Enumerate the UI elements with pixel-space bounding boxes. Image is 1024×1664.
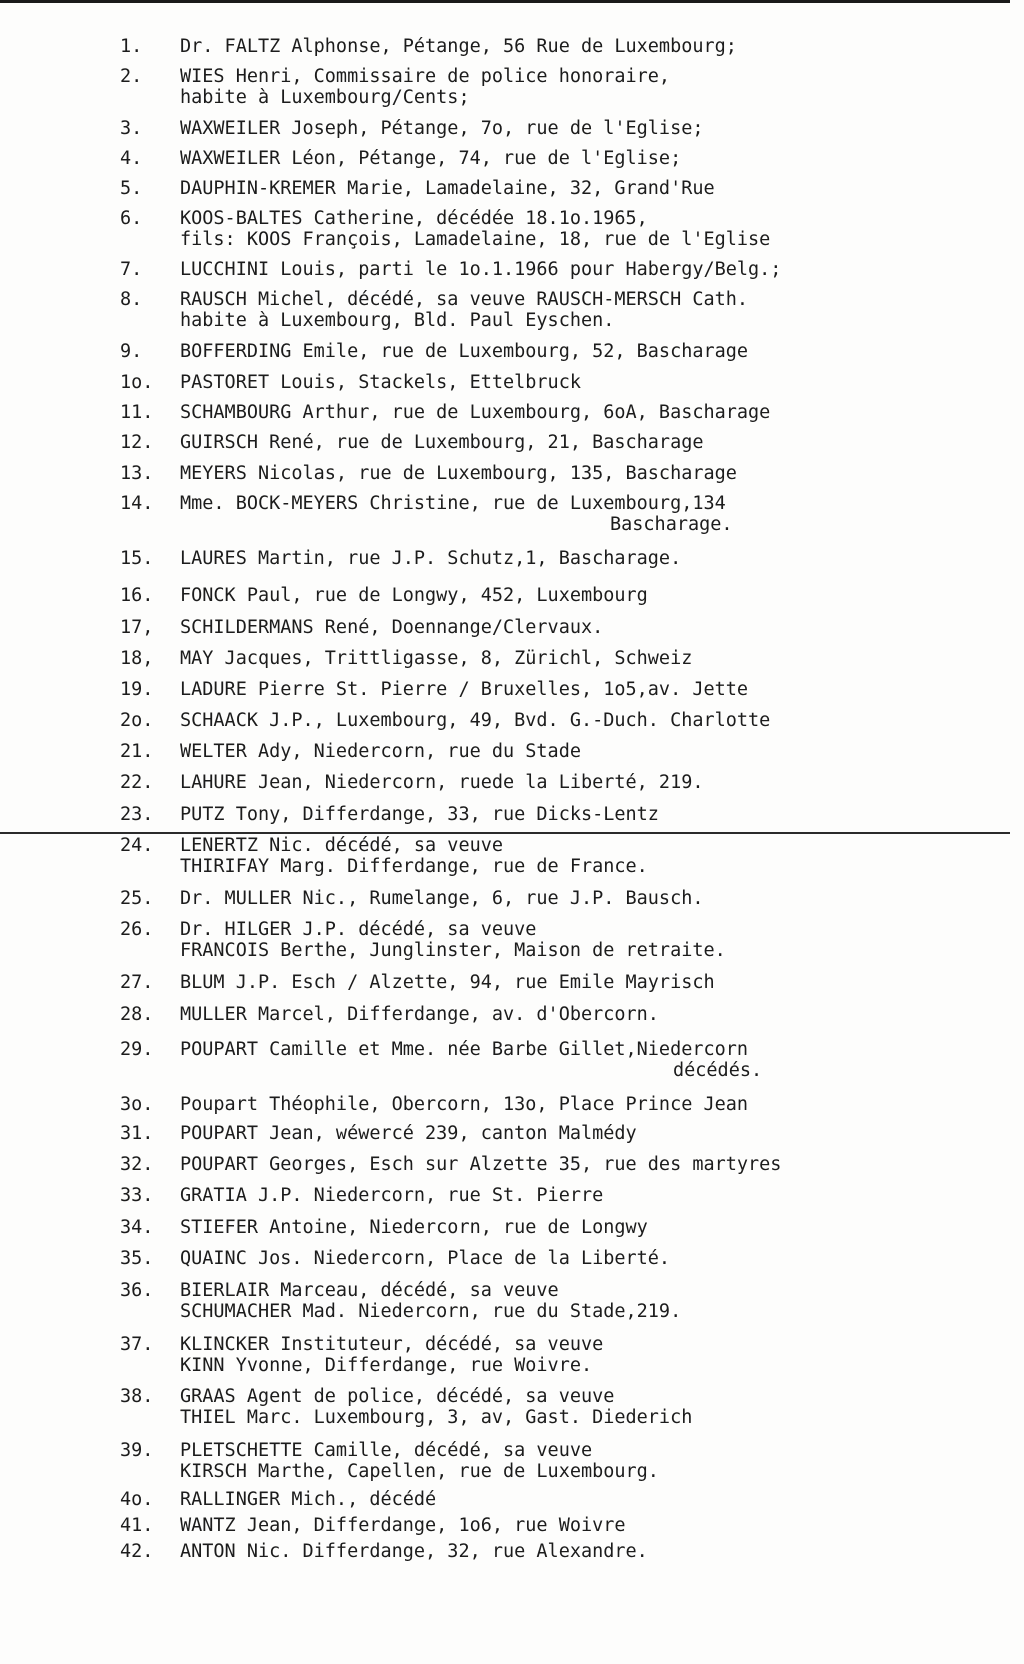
list-item xyxy=(120,617,1000,638)
entry-number: 23. xyxy=(120,804,154,825)
list-item xyxy=(120,1543,1000,1560)
entry-text xyxy=(180,1517,1000,1534)
entry-line: PUTZ Tony, Differdange, 33, rue Dicks-Lentz xyxy=(180,804,659,825)
entry-text xyxy=(180,1039,1000,1081)
entry-number: 5. xyxy=(120,178,143,199)
list-item xyxy=(120,772,1000,793)
entry-continuation-line: SCHUMACHER Mad. Niedercorn, rue du Stade,219. xyxy=(180,1301,682,1322)
entry-text xyxy=(180,1491,1000,1508)
entry-line: WAXWEILER Léon, Pétange, 74, rue de l'Eglise; xyxy=(180,148,682,169)
entry-line: BIERLAIR Marceau, décédé, sa veuve xyxy=(180,1280,559,1301)
entry-text xyxy=(180,648,1000,669)
entry-line: POUPART Camille et Mme. née Barbe Gillet,Niedercorn xyxy=(180,1039,749,1060)
entry-number: 22. xyxy=(120,772,154,793)
entry-continuation-line: habite à Luxembourg/Cents; xyxy=(180,87,470,108)
entry-line: LAHURE Jean, Niedercorn, ruede la Liberté, 219. xyxy=(180,772,704,793)
list-item xyxy=(120,493,1000,535)
entry-text xyxy=(180,36,1000,57)
list-item xyxy=(120,1386,1000,1428)
entry-number: 1o. xyxy=(120,372,154,393)
entry-line: BOFFERDING Emile, rue de Luxembourg, 52, Bascharage xyxy=(180,341,749,362)
entry-line: GRAAS Agent de police, décédé, sa veuve xyxy=(180,1386,615,1407)
list-item xyxy=(120,648,1000,669)
list-item xyxy=(120,1491,1000,1508)
entry-text xyxy=(180,341,1000,362)
entry-line: STIEFER Antoine, Niedercorn, rue de Longwy xyxy=(180,1217,648,1238)
list-item xyxy=(120,402,1000,423)
entry-number: 3o. xyxy=(120,1094,154,1115)
entry-line: GUIRSCH René, rue de Luxembourg, 21, Bascharage xyxy=(180,432,704,453)
entry-text xyxy=(180,972,1000,993)
list-item xyxy=(120,1185,1000,1206)
entry-continuation-line: THIRIFAY Marg. Differdange, rue de France. xyxy=(180,856,648,877)
entry-text xyxy=(180,888,1000,909)
entry-continuation-line: fils: KOOS François, Lamadelaine, 18, rue de l'Eglise xyxy=(180,229,771,250)
entry-number: 16. xyxy=(120,585,154,606)
entry-text xyxy=(180,1440,1000,1482)
entry-continuation-line: Bascharage. xyxy=(610,514,733,535)
entry-number: 29. xyxy=(120,1039,154,1060)
entry-number: 2. xyxy=(120,66,143,87)
list-item xyxy=(120,585,1000,606)
entry-text xyxy=(180,259,1000,280)
list-item xyxy=(120,289,1000,331)
entry-text xyxy=(180,1248,1000,1269)
entry-text xyxy=(180,804,1000,825)
entry-line: Mme. BOCK-MEYERS Christine, rue de Luxembourg,134 xyxy=(180,493,726,514)
entry-text xyxy=(180,617,1000,638)
entry-number: 6. xyxy=(120,208,143,229)
entry-line: POUPART Georges, Esch sur Alzette 35, rue des martyres xyxy=(180,1154,782,1175)
entry-line: WELTER Ady, Niedercorn, rue du Stade xyxy=(180,741,581,762)
list-item xyxy=(120,710,1000,731)
entry-text xyxy=(180,372,1000,393)
entry-number: 12. xyxy=(120,432,154,453)
entry-line: LAURES Martin, rue J.P. Schutz,1, Bascharage. xyxy=(180,548,682,569)
entry-line: RAUSCH Michel, décédé, sa veuve RAUSCH-MERSCH Cath. xyxy=(180,289,749,310)
entry-number: 36. xyxy=(120,1280,154,1301)
entry-text xyxy=(180,1154,1000,1175)
entry-text xyxy=(180,1334,1000,1376)
entry-line: Poupart Théophile, Obercorn, 13o, Place Prince Jean xyxy=(180,1094,749,1115)
list-item xyxy=(120,208,1000,250)
entry-text xyxy=(180,835,1000,877)
name-address-list xyxy=(120,36,1000,1560)
entry-line: KLINCKER Instituteur, décédé, sa veuve xyxy=(180,1334,604,1355)
entry-line: MULLER Marcel, Differdange, av. d'Obercorn. xyxy=(180,1004,659,1025)
entry-number: 31. xyxy=(120,1123,154,1144)
entry-line: WIES Henri, Commissaire de police honoraire, xyxy=(180,66,671,87)
list-item xyxy=(120,679,1000,700)
entry-text xyxy=(180,432,1000,453)
entry-text xyxy=(180,919,1000,961)
entry-text xyxy=(180,585,1000,606)
entry-text xyxy=(180,1185,1000,1206)
entry-text xyxy=(180,772,1000,793)
entry-number: 38. xyxy=(120,1386,154,1407)
entry-number: 15. xyxy=(120,548,154,569)
list-item xyxy=(120,1280,1000,1322)
top-edge-rule xyxy=(0,0,1010,3)
entry-line: QUAINC Jos. Niedercorn, Place de la Liberté. xyxy=(180,1248,671,1269)
entry-number: 1. xyxy=(120,36,143,57)
entry-text xyxy=(180,1280,1000,1322)
list-item xyxy=(120,1154,1000,1175)
entry-number: 32. xyxy=(120,1154,154,1175)
entry-text xyxy=(180,1123,1000,1144)
list-item xyxy=(120,463,1000,484)
entry-number: 19. xyxy=(120,679,154,700)
entry-number: 34. xyxy=(120,1217,154,1238)
entry-text xyxy=(180,1004,1000,1025)
entry-text xyxy=(180,289,1000,331)
entry-line: Dr. FALTZ Alphonse, Pétange, 56 Rue de Luxembourg; xyxy=(180,36,737,57)
entry-text xyxy=(180,402,1000,423)
list-item xyxy=(120,1004,1000,1025)
list-item xyxy=(120,972,1000,993)
list-item xyxy=(120,835,1000,877)
entry-line: POUPART Jean, wéwercé 239, canton Malmédy xyxy=(180,1123,637,1144)
entry-text xyxy=(180,118,1000,139)
list-item xyxy=(120,1517,1000,1534)
entry-line: FONCK Paul, rue de Longwy, 452, Luxembourg xyxy=(180,585,648,606)
entry-number: 42. xyxy=(120,1541,154,1562)
entry-continuation-line: KINN Yvonne, Differdange, rue Woivre. xyxy=(180,1355,593,1376)
entry-number: 27. xyxy=(120,972,154,993)
list-item xyxy=(120,1123,1000,1144)
list-item xyxy=(120,1217,1000,1238)
entry-number: 13. xyxy=(120,463,154,484)
entry-line: LADURE Pierre St. Pierre / Bruxelles, 1o5,av. Jette xyxy=(180,679,749,700)
entry-number: 35. xyxy=(120,1248,154,1269)
list-item xyxy=(120,372,1000,393)
entry-line: PASTORET Louis, Stackels, Ettelbruck xyxy=(180,372,581,393)
entry-line: GRATIA J.P. Niedercorn, rue St. Pierre xyxy=(180,1185,604,1206)
list-item xyxy=(120,741,1000,762)
entry-continuation-line: décédés. xyxy=(673,1060,763,1081)
entry-line: ANTON Nic. Differdange, 32, rue Alexandre. xyxy=(180,1541,648,1562)
entry-number: 8. xyxy=(120,289,143,310)
entry-number: 4. xyxy=(120,148,143,169)
list-item xyxy=(120,804,1000,825)
entry-continuation-line: FRANCOIS Berthe, Junglinster, Maison de retraite. xyxy=(180,940,726,961)
entry-text xyxy=(180,679,1000,700)
entry-line: Dr. HILGER J.P. décédé, sa veuve xyxy=(180,919,537,940)
entry-number: 37. xyxy=(120,1334,154,1355)
list-item xyxy=(120,1440,1000,1482)
list-item xyxy=(120,118,1000,139)
entry-line: MEYERS Nicolas, rue de Luxembourg, 135, Bascharage xyxy=(180,463,737,484)
entry-number: 2o. xyxy=(120,710,154,731)
entry-text xyxy=(180,1543,1000,1560)
entry-continuation-line: THIEL Marc. Luxembourg, 3, av, Gast. Diederich xyxy=(180,1407,693,1428)
entry-text xyxy=(180,148,1000,169)
entry-text xyxy=(180,178,1000,199)
list-item xyxy=(120,1039,1000,1081)
list-item xyxy=(120,919,1000,961)
entry-line: SCHILDERMANS René, Doennange/Clervaux. xyxy=(180,617,604,638)
list-item xyxy=(120,66,1000,108)
list-item xyxy=(120,1094,1000,1115)
entry-number: 21. xyxy=(120,741,154,762)
entry-number: 7. xyxy=(120,259,143,280)
entry-text xyxy=(180,1094,1000,1115)
entry-number: 28. xyxy=(120,1004,154,1025)
entry-text xyxy=(180,463,1000,484)
list-item xyxy=(120,888,1000,909)
entry-number: 4o. xyxy=(120,1489,154,1510)
entry-text xyxy=(180,66,1000,108)
entry-continuation-line: KIRSCH Marthe, Capellen, rue de Luxembourg. xyxy=(180,1461,659,1482)
list-item xyxy=(120,178,1000,199)
list-item xyxy=(120,1248,1000,1269)
entry-number: 11. xyxy=(120,402,154,423)
list-item xyxy=(120,36,1000,57)
entry-number: 17, xyxy=(120,617,154,638)
entry-continuation-line: habite à Luxembourg, Bld. Paul Eyschen. xyxy=(180,310,615,331)
list-item xyxy=(120,548,1000,569)
list-item xyxy=(120,1334,1000,1376)
entry-text xyxy=(180,1386,1000,1428)
entry-number: 33. xyxy=(120,1185,154,1206)
entry-text xyxy=(180,710,1000,731)
entry-line: SCHAMBOURG Arthur, rue de Luxembourg, 6oA, Bascharage xyxy=(180,402,771,423)
entry-number: 41. xyxy=(120,1515,154,1536)
entry-number: 14. xyxy=(120,493,154,514)
entry-number: 39. xyxy=(120,1440,154,1461)
entry-line: SCHAACK J.P., Luxembourg, 49, Bvd. G.-Duch. Charlotte xyxy=(180,710,771,731)
list-item xyxy=(120,148,1000,169)
entry-number: 24. xyxy=(120,835,154,856)
entry-number: 9. xyxy=(120,341,143,362)
entry-line: LUCCHINI Louis, parti le 1o.1.1966 pour Habergy/Belg.; xyxy=(180,259,782,280)
entry-line: KOOS-BALTES Catherine, décédée 18.1o.1965, xyxy=(180,208,648,229)
entry-text xyxy=(180,741,1000,762)
list-item xyxy=(120,341,1000,362)
entry-text xyxy=(180,208,1000,250)
entry-line: DAUPHIN-KREMER Marie, Lamadelaine, 32, Grand'Rue xyxy=(180,178,715,199)
entry-line: WANTZ Jean, Differdange, 1o6, rue Woivre xyxy=(180,1515,626,1536)
entry-number: 26. xyxy=(120,919,154,940)
entry-line: Dr. MULLER Nic., Rumelange, 6, rue J.P. Bausch. xyxy=(180,888,704,909)
entry-line: LENERTZ Nic. décédé, sa veuve xyxy=(180,835,504,856)
entry-line: PLETSCHETTE Camille, décédé, sa veuve xyxy=(180,1440,593,1461)
entry-line: WAXWEILER Joseph, Pétange, 7o, rue de l'Eglise; xyxy=(180,118,704,139)
entry-number: 25. xyxy=(120,888,154,909)
entry-line: RALLINGER Mich., décédé xyxy=(180,1489,437,1510)
entry-line: MAY Jacques, Trittligasse, 8, Zürichl, Schweiz xyxy=(180,648,693,669)
entry-text xyxy=(180,548,1000,569)
entry-text xyxy=(180,1217,1000,1238)
list-item xyxy=(120,432,1000,453)
entry-text xyxy=(180,493,1000,535)
list-item xyxy=(120,259,1000,280)
entry-number: 18, xyxy=(120,648,154,669)
entry-number: 3. xyxy=(120,118,143,139)
entry-line: BLUM J.P. Esch / Alzette, 94, rue Emile Mayrisch xyxy=(180,972,715,993)
